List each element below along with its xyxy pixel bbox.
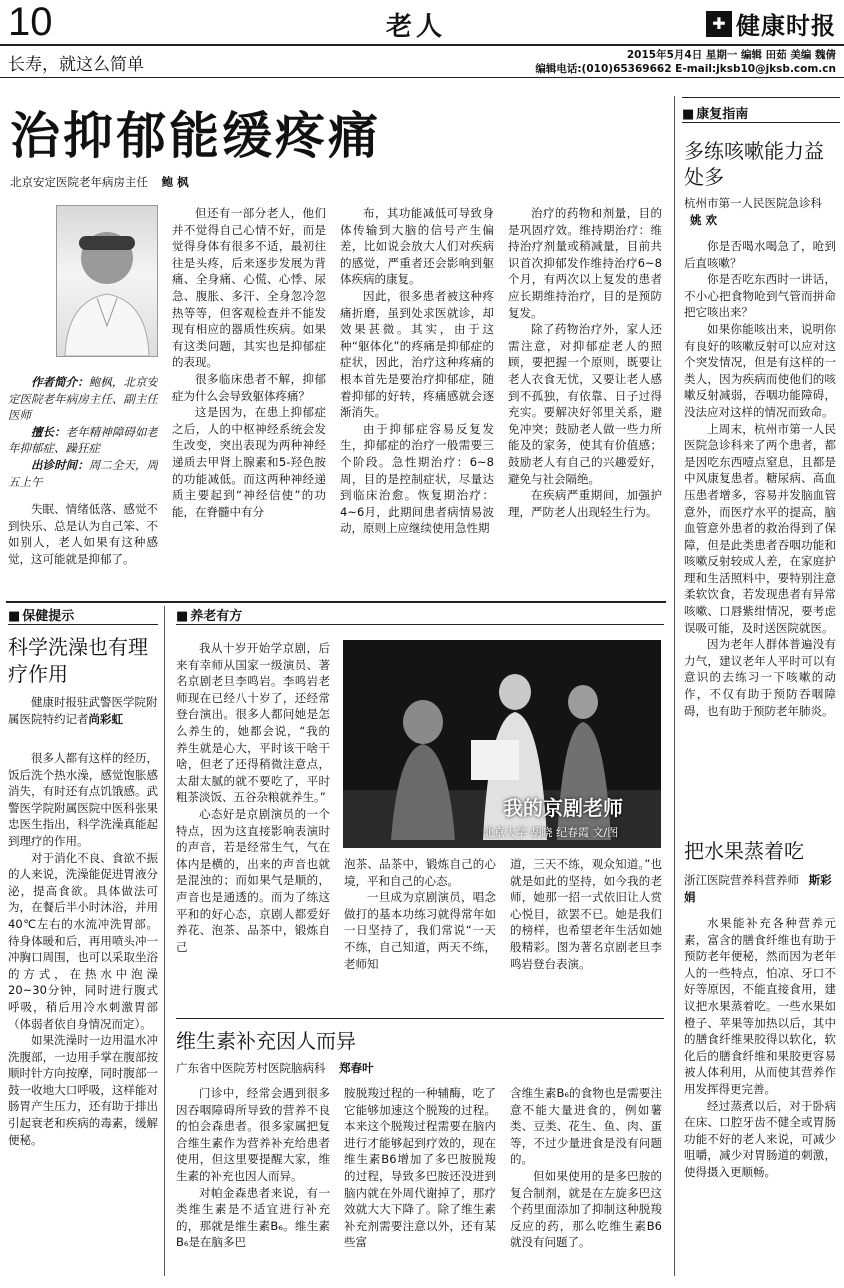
longevity-col-2 [344,856,496,1012]
paragraph: 水果能补充各种营养元素，富含的膳食纤维也有助于预防老年便秘，然而因为老年人的一些特点，怕凉、牙口不好等原因，不能直接食用，建议把水果蒸着吃。一些水果如橙子、苹果等加热以后，其中的膳食纤维果胶得以软化，软化后的膳食纤维和果胶更容易被人体利用，从而使其营养作用发挥得更完善。 [684,916,836,1096]
paragraph: 如果你能咳出来，说明你有良好的咳嗽反射可以应对这个突发情况，但是有这样的一类人，因为疾病而使他们的咳嗽反射减弱，吞咽功能障碍，没法应对这样的情况而致命。 [684,321,836,419]
column-divider [164,606,165,1276]
health-label: ■ 保健提示 [8,605,74,624]
byline-org: 广东省中医院芳村医院脑病科 [176,1061,326,1075]
longevity-label: ■ 养老有方 [176,605,242,624]
paragraph: 由于抑郁症容易反复发生，抑郁症的治疗一般需要三个阶段。急性期治疗：6~8周，目的是控制症状，尽量达到临床治愈。恢复期治疗：4~6月，此期间患者病情易波动，原则上应继续使用急性期 [340,421,494,536]
paragraph: 布，其功能减低可导致身体传输到大脑的信号产生偏差，比如说会放大人们对疾病的感觉，严重者还会影响到躯体疾病的康复。 [340,206,494,287]
paragraph: 心态好是京剧演员的一个特点，因为这直接影响表演时的声音，若是经常生气，气在体内是横的，出来的声音也就是混浊的；而如果气是顺的，声音也是通透的。而为了练这平和的好心态，京剧人都爱好养花、泡茶、品茶中，锻炼自己 [176,806,330,954]
logo-text: 健康时报 [736,11,836,40]
rehab-body [684,238,836,828]
paragraph: 你是否吃东西时一讲话，不小心把食物呛到气管而拼命把它咳出来？ [684,272,836,320]
paragraph: 你是否喝水喝急了，呛到后直咳嗽？ [684,239,836,270]
paragraph: 对帕金森患者来说，有一类维生素是不适宜进行补充的，那就是维生素B₆。维生素B₆是在脑多巴 [176,1185,330,1250]
column-divider [674,96,675,1276]
fruit-title: 把水果蒸着吃 [684,839,804,863]
fruit-byline [684,872,834,905]
vitamin-col-1 [176,1085,330,1275]
paragraph: 我从十岁开始学京剧，后来有幸师从国家一级演员、著名京剧老旦李鸣岩。李鸣岩老师现在已经八十岁了，还经常登台演出。很多人都问她是怎么养生的，她都会说，“我的养生就是心大，平时该干啥干啥，但老了还得稍微注意点，太甜太腻的就不要吃了，平时粗茶淡饭、五谷杂粮就养生。” [176,641,330,805]
byline-name: 尚彩虹 [88,711,123,726]
paragraph: 胺脱羧过程的一种辅酶，吃了它能够加速这个脱羧的过程。本来这个脱羧过程需要在脑内进行才能够起到疗效的，现在维生素B6增加了多巴胺脱羧的过程，导致多巴胺还没进到脑内就在外周代谢掉了，那疗效就大大下降了。除了维生素补充剂需要注意以外，还有某些富 [344,1086,496,1250]
person-icon [57,206,157,356]
byline-org: 杭州市第一人民医院急诊科 [684,196,822,210]
paragraph: 在疾病严重期间，加强护理，严防老人出现轻生行为。 [508,488,662,519]
specialty-text: 老年精神障碍如老年抑郁症、躁狂症 [8,424,158,456]
paragraph: 除了药物治疗外，家人还需注意，对抑郁症老人的照顾，要把握一个原则，既要让老人衣食无忧，又要让老人感到不孤独，有依靠、日子过得充实。要解决好邻里关系，避免冲突；鼓励老人做一些力所能及的家务，使其有价值感；鼓励老人有自己的兴趣爱好，避免与社会隔绝。 [508,322,662,486]
main-col-2 [172,205,326,598]
center-rule [176,1018,664,1019]
main-col-3 [340,205,494,598]
main-col-1 [8,501,158,567]
byline-name: 郑春叶 [339,1061,374,1075]
health-title: 科学洗澡也有理疗作用 [8,635,148,686]
byline-org: 北京安定医院老年病房主任 [10,175,148,189]
byline-name: 姚 欢 [690,212,718,227]
paragraph: 这是因为，在患上抑郁症之后，人的中枢神经系统会发生改变，突出表现为两种神经递质去甲肾上腺素和5-羟色胺的功能减低。而这两种神经递质主要起到“神经信使”的功能，在脊髓中有分 [172,405,326,519]
opera-photo [343,640,661,848]
byline-org: 健康时报驻武警医学院附属医院特约记者 [8,695,158,726]
paragraph: 治疗的药物和剂量，目的是巩固疗效。维持期治疗：维持治疗剂量或稍减量，目前共识首次抑郁发作维持治疗6~8个月，有两次以上复发的患者应长期维持治疗，目的是预防复发。 [508,206,662,320]
paragraph: 因为老年人群体普遍没有力气，建议老年人平时可以有意识的去练习一下咳嗽的动作，不仅有助于预防吞咽障碍，也有助于预防老年肺炎。 [684,637,836,718]
paragraph: 经过蒸煮以后，对于卧病在床、口腔牙齿不健全或胃肠功能不好的老人来说，可减少咀嚼，减少对胃肠道的刺激，使得摄入更顺畅。 [684,1098,836,1179]
author-photo [56,205,158,357]
clinic-label: 出诊时间： [31,457,89,472]
health-byline [8,694,158,727]
paragraph: 一旦成为京剧演员，唱念做打的基本功练习就得常年如一日坚持了，我们常说“一天不练，自己知道，两天不练，老师知 [344,890,496,971]
paragraph: 含维生素B₆的食物也是需要注意不能大量进食的，例如薯类、豆类、花生、鱼、肉、蛋等，不过少量进食是没有问题的。 [510,1086,662,1167]
health-body [8,750,158,1278]
paragraph [510,856,662,972]
paragraph: 因此，很多患者被这种疼痛折磨，虽到处求医就诊，却效果甚微。其实，由于这种“躯体化”的疼痛是抑郁症的症状，因此，治疗这种疼痛的根本首先是要治疗抑郁症，随着抑郁的好转，疼痛感就会逐渐消失。 [340,288,494,420]
page-number: 10 [8,0,53,44]
byline-name: 斯彩娟 [684,873,832,904]
logo [706,6,836,41]
vitamin-col-2 [344,1085,496,1275]
rehab-rule-2 [682,122,840,123]
contact-info: 编辑电话:(010)65369662 E-mail:jksb10@jksb.com.cn [535,63,836,75]
masthead-rule-2 [0,77,844,78]
main-byline [10,174,189,191]
byline-org: 浙江医院营养科营养师 [684,873,799,887]
paragraph: 门诊中，经常会遇到很多因吞咽障碍所导致的营养不良的怕会森患者。很多家属把复合维生素作为营养补充给患者使用，但这里要提醒大家，维生素的补充也因人而异。 [176,1086,330,1183]
longevity-rule [176,624,664,625]
paragraph: 但如果使用的是多巴胺的复合制剂，就是在左旋多巴这个药里面添加了抑制这种脱羧反应的药，那么吃维生素B6就没有问题了。 [510,1168,662,1250]
photo-credit: 北京大学 胡晓 纪春霞 文/图 [483,826,619,839]
author-intro [8,374,158,490]
vitamin-col-3 [510,1085,662,1275]
author-intro-text: 鲍枫，北京安定医院老年病房主任、副主任医师 [8,375,158,423]
paragraph: 泡茶、品茶中，锻炼自己的心境，平和自己的心态。 [344,857,496,888]
vitamin-byline [176,1060,374,1077]
paragraph: 很多人都有这样的经历，饭后洗个热水澡，感觉饱胀感消失，有时还有点饥饿感。武警医学院附属医院中医科张果忠医生指出，科学洗澡真能起到理疗的作用。 [8,751,158,848]
paragraph: 但还有一部分老人，他们并不觉得自己心情不好，而是觉得身体有很多不适，最初往往是头疼，后来逐步发展为背痛、全身痛、心慌、心悸、尿急、腹胀、多汗、全身忽冷忽热等等，但客观检查并不能发现有相应的器质性疾病。如果有这类问题，其实也是抑郁症的表现。 [172,206,326,370]
author-intro-label: 作者简介： [31,375,89,389]
photo-title: 我的京剧老师 [503,796,623,820]
rehab-rule [682,97,840,98]
slogan: 长寿，就这么简单 [8,55,144,75]
paragraph: 如果洗澡时一边用温水冲洗腹部，一边用手掌在腹部按顺时针方向按摩，同时腹部一鼓一收地大口呼吸，这样能对肠胃产生压力，还有助于排出引起衰老和疾病的毒素，缓解便秘。 [8,1033,158,1147]
main-col-4 [508,205,662,598]
fruit-body [684,915,836,1277]
logo-icon: ✚ [706,11,732,37]
byline-name: 鲍 枫 [161,175,189,189]
clinic-text: 周二全天，周五上午 [8,457,158,489]
main-headline: 治抑郁能缓疼痛 [10,107,381,165]
section-title: 老人 [386,12,447,42]
health-rule [8,624,158,625]
date-editor: 2015年5月4日 星期一 编辑 田茹 美编 魏倩 [626,49,836,61]
paragraph: 失眠、情绪低落、感觉不到快乐、总是认为自己笨、不如别人，老人如果有这种感觉，这可能就是抑郁了。 [8,502,158,566]
section-rule [6,601,666,603]
masthead-rule [0,44,844,46]
vitamin-title: 维生素补充因人而异 [176,1029,356,1053]
longevity-col-3 [510,856,662,1012]
paragraph: 上周末，杭州市第一人民医院急诊科来了两个患者，都是因吃东西噎点窒息，且都是中风康复患者。糖尿病、高血压患者增多，容易并发脑血管意外，而医疗水平的提高，脑血管意外患者的救治得到了保障，但是此类患者吞咽功能和咳嗽反射较成人差，在家庭护理和生活照料中，要特别注意柔软饮食，若发现患者有异常咳嗽、口唇紫绀情况，要考虑误吸可能，及时送医院就医。 [684,421,836,635]
paragraph: 对于消化不良、食欲不振的人来说，洗澡能促进胃液分泌，提高食欲。具体做法可为，在餐后半小时沐浴，并用40℃左右的水流冲洗胃部。待身体暖和后，再用喷头冲一冲胸口周围，也可以采取坐浴的方式，在热水中泡澡20~30分钟，同时进行腹式呼吸，稍后用冷水刺激胃部（体弱者依自身情况而定）。 [8,850,158,1031]
longevity-col3-text: 道，三天不练，观众知道。”也就是如此的坚持，如今我的老师，她那一招一式依旧让人赏心悦目，欲罢不已。她是我们的榜样，也希望老年生活如她般精彩。图为著名京剧老旦李鸣岩登台表演。 [510,857,662,971]
rehab-byline [684,195,834,228]
paragraph: 很多临床患者不解，抑郁症为什么会导致躯体疼痛？ [172,371,326,403]
rehab-label: ■ 康复指南 [682,103,748,122]
longevity-col-1 [176,640,330,1012]
rehab-title: 多练咳嗽能力益处多 [684,139,824,189]
specialty-label: 擅长： [31,424,66,439]
